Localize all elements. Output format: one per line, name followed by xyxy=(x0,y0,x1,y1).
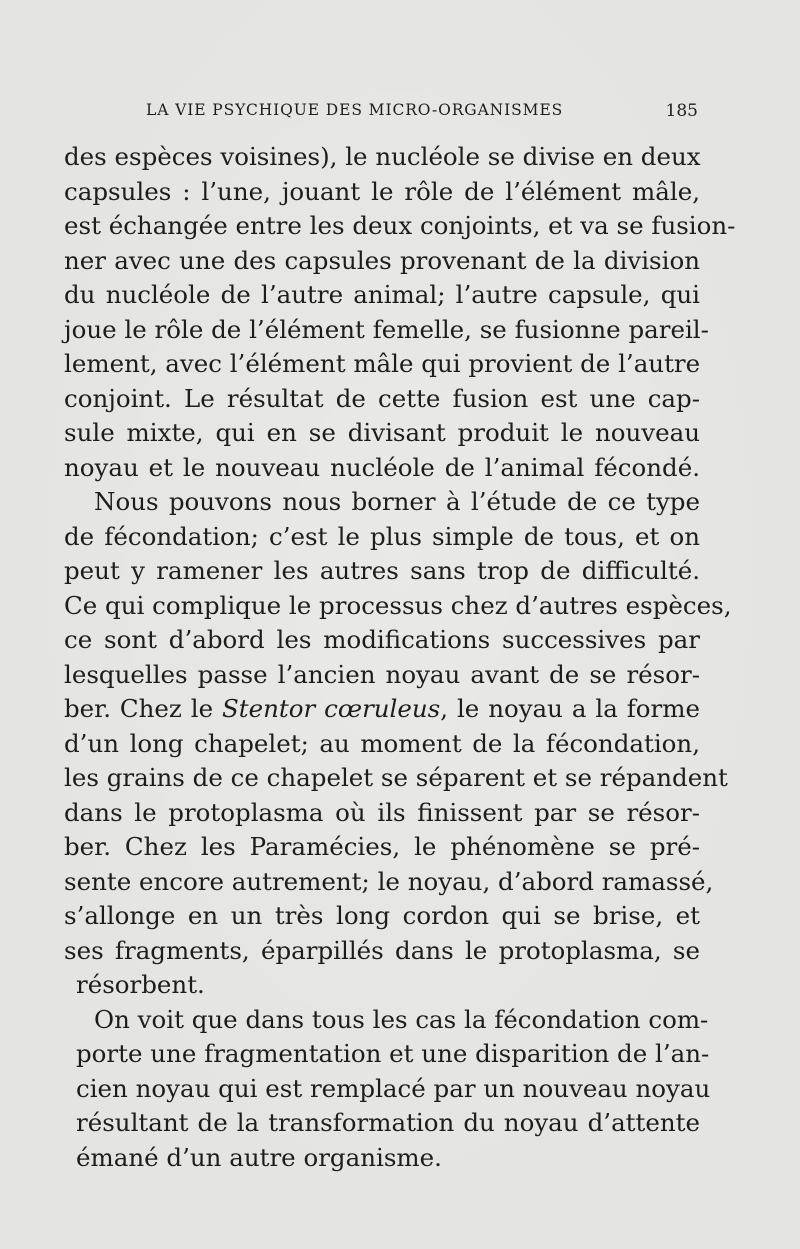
text-line: joue le rôle de l’élément femelle, se fusionne pareil- xyxy=(64,314,709,344)
text-line: noyau et le nouveau nucléole de l’animal fécondé. xyxy=(64,452,700,482)
text-line: porte une fragmentation et une disparition de l’an- xyxy=(76,1039,710,1068)
text-line: lement, avec l’élément mâle qui provient de l’autre xyxy=(64,349,701,378)
text-line: On voit que dans tous les cas la fécondation com- xyxy=(94,1004,709,1034)
text-line: résultant de la transformation du noyau d’attente xyxy=(76,1108,700,1137)
text-line: capsules : l’une, jouant le rôle de l’élément mâle, xyxy=(64,176,700,206)
text-line: dans le protoplasma où ils finissent par se résor- xyxy=(64,797,700,827)
text-line: du nucléole de l’autre animal; l’autre capsule, qui xyxy=(64,280,700,309)
text-line xyxy=(64,692,700,727)
text-line: d’un long chapelet; au moment de la fécondation, xyxy=(64,728,700,758)
text-line: de fécondation; c’est le plus simple de tous, et on xyxy=(64,521,700,551)
text-fragment: , le noyau a la forme xyxy=(440,694,700,723)
text-line: sule mixte, qui en se divisant produit le nouveau xyxy=(64,418,700,447)
text-line: les grains de ce chapelet se séparent et se répandent xyxy=(64,763,728,792)
text-line: émané d’un autre organisme. xyxy=(76,1142,442,1172)
page-number: 185 xyxy=(665,101,698,121)
text-line: ses fragments, éparpillés dans le protoplasma, se xyxy=(64,935,700,965)
text-line: s’allonge en un très long cordon qui se brise, et xyxy=(64,901,700,930)
text-line: cien noyau qui est remplacé par un nouveau noyau xyxy=(76,1073,711,1103)
text-line: conjoint. Le résultat de cette fusion est une cap- xyxy=(64,383,700,413)
text-line: ner avec une des capsules provenant de la division xyxy=(64,245,700,275)
text-line: des espèces voisines), le nucléole se divise en deux xyxy=(64,142,701,171)
text-line: est échangée entre les deux conjoints, et va se fusion- xyxy=(64,211,736,240)
text-line: peut y ramener les autres sans trop de difficulté. xyxy=(64,556,700,585)
species-name: Stentor cœruleus xyxy=(222,694,441,723)
text-line: lesquelles passe l’ancien noyau avant de se résor- xyxy=(64,659,700,689)
running-head xyxy=(146,101,698,127)
text-line: ber. Chez les Paramécies, le phénomène se pré- xyxy=(64,832,700,861)
text-line: résorbent. xyxy=(76,970,205,999)
text-line: ce sont d’abord les modifications successives par xyxy=(64,625,700,654)
running-title: LA VIE PSYCHIQUE DES MICRO-ORGANISMES xyxy=(146,101,564,119)
text-line: Nous pouvons nous borner à l’étude de ce type xyxy=(94,487,700,516)
text-line: sente encore autrement; le noyau, d’abord ramassé, xyxy=(64,866,714,896)
text-line: Ce qui complique le processus chez d’autres espèces, xyxy=(64,590,732,620)
text-fragment: ber. Chez le xyxy=(64,694,222,723)
